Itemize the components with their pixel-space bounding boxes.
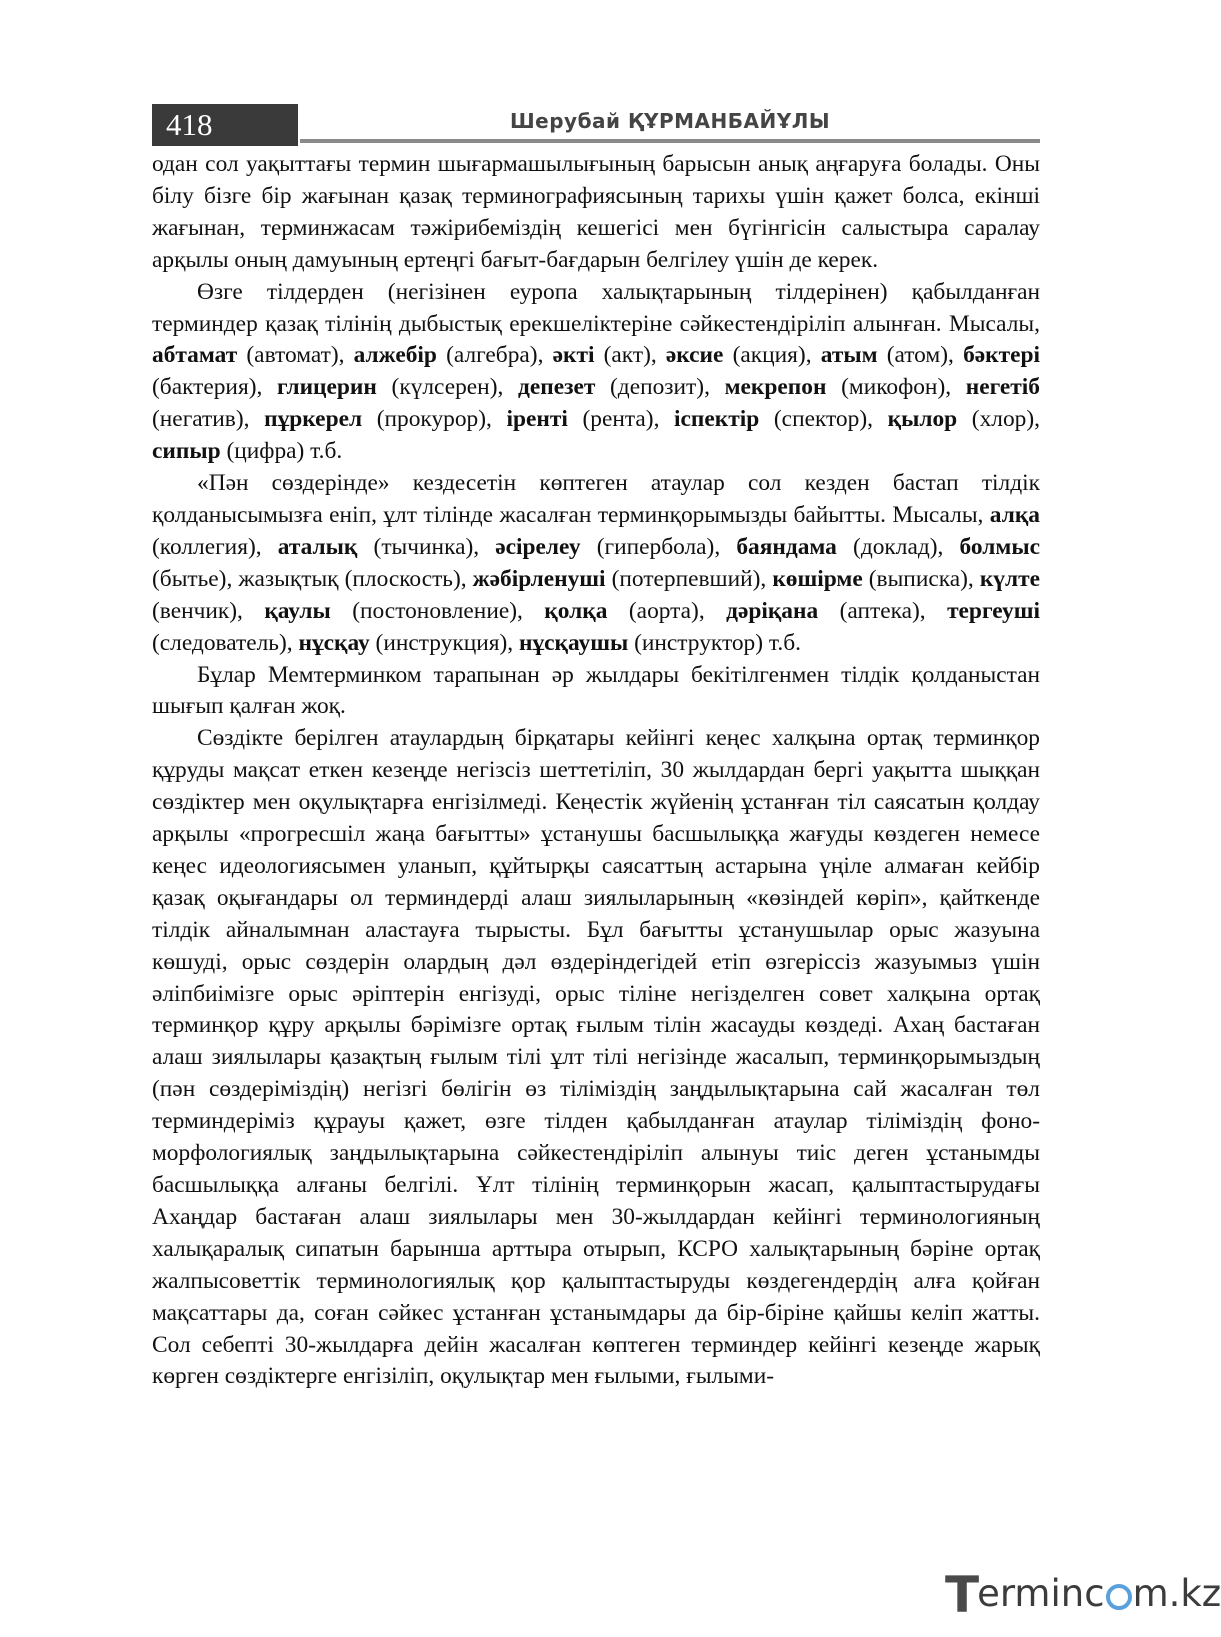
bold-term: баяндама [736, 533, 837, 560]
bold-term: атым [820, 342, 878, 369]
bold-term: негетіб [965, 374, 1040, 401]
paragraph-5: Сөздікте берілген атаулардың бірқатары кейінгі кеңес халқына ортақ терминқор құруды мақсат еткен кезеңде негізсіз шеттетіліп, 30 жылдардан бергі уақытта шыққан сөздіктер мен оқулықтарға енгізілмеді. Кеңестік жүйенің ұстанған тіл саясатын қолдау арқылы «прогресшіл жаңа бағытты» ұстанушы басшылыққа жағуды көздеген немесе кеңес идеологиясымен уланып, құйтырқы саясаттың астарына үңіле алмаған кейбір қазақ оқығандары ол терминдерді алаш зиялыларының «көзіндей көріп», қайткенде тілдік айналымнан аластауға тырысты. Бұл бағытты ұстанушылар орыс жазуына көшуді, орыс сөздерін олардың дәл өздеріндегідей етіп өзгеріссіз жазуымыз үшін әліпбиімізге орыс әріптерін енгізуді, орыс тіліне негізделген совет халқына ортақ терминқор құру арқылы бәрімізге ортақ ғылым тілін жасауды көздеді. Ахаң бастаған алаш зиялылары қазақтың ғылым тілі ұлт тілі негізінде жасалып, терминқорымыздың (пән сөздеріміздің) негізгі бөлігін өз тіліміздің заңдылықтарына сай жасалған төл терминдеріміз құрауы қажет, өзге тілден қабылданған атаулар тіліміздің фоно-морфологиялық заңдылықтарына сәйкестендіріліп алынуы тиіс деген ұстанымды басшылыққа алғаны белгілі. Ұлт тілінің терминқорын жасап, қалыптастырудағы Ахаңдар бастаған алаш зиялылары мен 30-жылдардан кейінгі терминологияның халықаралық сипатын барынша арттыра отырып, КСРО халықтарының бәріне ортақ жалпысоветтік терминологиялық қор қалыптастыруды көздегендердің алға қойған мақсаттары да, соған сәйкес ұстанған ұстанымдары да бір-біріне қайшы келіп жатты. Сол себепті 30-жылдарға дейін жасалған көптеген терминдер кейінгі кезеңде жарық көрген сөздіктерге енгізіліп, оқулықтар мен ғылыми, ғылыми- [152, 725, 1040, 1390]
bold-term: күлте [979, 565, 1040, 592]
bold-term: дәріқана [726, 597, 819, 624]
logo-text-end: m.kz [1132, 1572, 1221, 1615]
bold-term: депезет [518, 374, 596, 401]
logo-ring-icon [1106, 1584, 1132, 1610]
bold-term: тергеуші [947, 597, 1040, 624]
bold-term: пұркерел [264, 406, 363, 433]
bold-term: жәбірленуші [472, 565, 606, 592]
bold-term: әксие [665, 342, 724, 369]
header-rule [300, 139, 1040, 143]
termincom-logo [945, 1566, 1221, 1624]
bold-term: алқа [989, 501, 1040, 528]
paragraph-2: Өзге тілдерден (негізінен еуропа халықтарының тілдерінен) қабылданған терминдер қазақ тілінің дыбыстық ерекшеліктеріне сәйкестендіріліп алынған. Мысалы, абтамат (автомат), алжебір (алгебра), әкті (акт), әксие (акция), атым (атом), бәктері (бактерия), глицерин (күлсерен), депезет (депозит), мекрепон (микофон), негетіб (негатив), пұркерел (прокурор), ірентi (рента), іспектір (спектор), қылор (хлор), сипыр (цифра) т.б. [152, 278, 1040, 465]
bold-term: нұсқау [298, 629, 370, 656]
bold-term: алжебір [353, 342, 437, 369]
bold-term: бәктері [963, 342, 1040, 369]
page-number: 418 [152, 104, 298, 146]
logo-letter-t: T [945, 1566, 980, 1624]
body-text [152, 149, 1040, 1393]
bold-term: қылор [887, 406, 958, 433]
paragraph-3: «Пән сөздерінде» кездесетін көптеген атаулар сол кезден бастап тілдік қолданысымызға еніп, ұлт тілінде жасалған терминқорымызды байытты. Мысалы, алқа (коллегия), аталық (тычинка), әсірелеу (гипербола), баяндама (доклад), болмыс (бытье), жазықтық (плоскость), жәбірленуші (потерпевший), көшірме (выписка), күлте (венчик), қаулы (постоновление), қолқа (аорта), дәріқана (аптека), тергеуші (следователь), нұсқау (инструкция), нұсқаушы (инструктор) т.б. [152, 470, 1041, 656]
bold-term: әсірелеу [495, 533, 581, 560]
bold-term: әкті [552, 342, 595, 369]
bold-term: қолқа [544, 597, 608, 624]
bold-term: көшірме [772, 565, 863, 592]
bold-term: болмыс [959, 533, 1041, 560]
bold-term: глицерин [277, 374, 377, 401]
running-header-author: Шерубай ҚҰРМАНБАЙҰЛЫ [509, 109, 831, 133]
bold-term: абтамат [152, 342, 238, 369]
bold-term: сипыр [152, 438, 221, 465]
paragraph-1: одан сол уақыттағы термин шығармашылығының барысын анық аңғаруға болады. Оны білу бізге бір жағынан қазақ терминографиясының тарихы үшін қажет болса, екінші жағынан, терминжасам тәжірибеміздің кешегісі мен бүгінгісін салыстыра саралау арқылы оның дамуының ертеңгі бағыт-бағдарын белгілеу үшін де керек. [152, 151, 1040, 273]
bold-term: нұсқаушы [519, 629, 629, 656]
paragraph-4: Бұлар Мемтерминком тарапынан әр жылдары бекітілгенмен тілдік қолданыстан шығып қалған жоқ. [152, 661, 1040, 720]
logo-text-middle: erminc [977, 1572, 1105, 1615]
bold-term: мекрепон [724, 374, 827, 401]
bold-term: қаулы [264, 597, 331, 624]
bold-term: ірентi [506, 406, 568, 433]
bold-term: аталық [277, 533, 358, 560]
bold-term: іспектір [674, 406, 760, 433]
